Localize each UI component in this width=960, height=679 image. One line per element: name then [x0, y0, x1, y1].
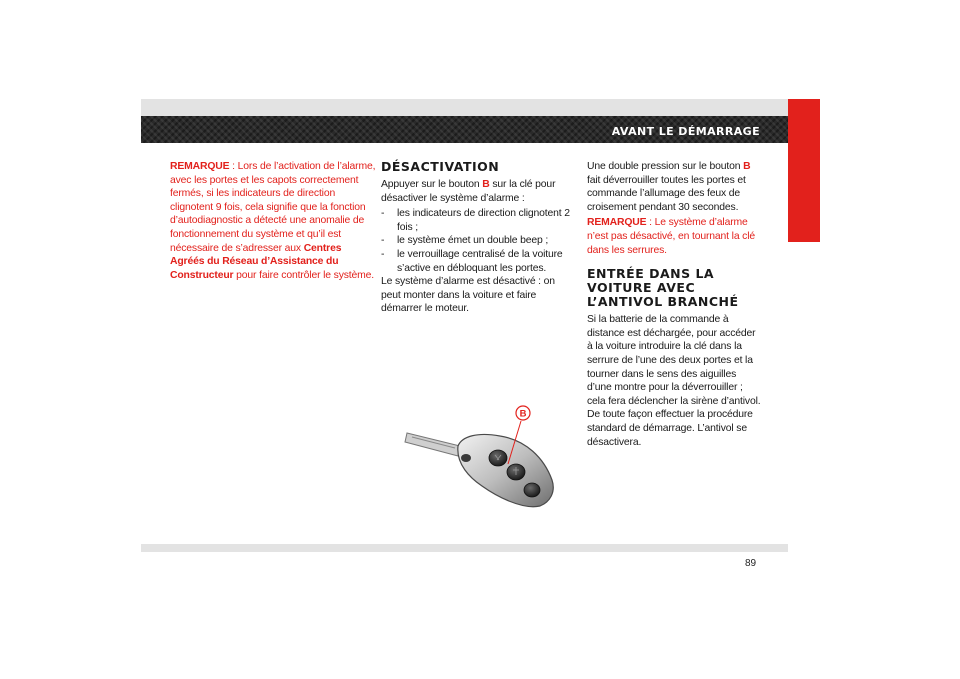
entree-paragraph: Si la batterie de la commande à distance est déchargée, pour accéder à la voiture introduire la clé dans la serrure de l’une des deux portes et la tourner dans le sens des aiguilles d’une montre pour la déverrouiller ; cela fera déclencher la sirène d’antivol. De toute façon effectuer la procédure standard de démarrage. L’antivol se désactivera. [587, 314, 761, 448]
footer-gray-band [141, 544, 788, 552]
chapter-number: 4 [799, 247, 809, 263]
column-entree [587, 160, 762, 451]
key-body [458, 434, 553, 506]
entree-heading: ENTRÉE DANS LA VOITURE AVEC L’ANTIVOL BRANCHÉ [587, 266, 739, 310]
key-blade [405, 433, 460, 456]
remarque-paragraph [587, 216, 762, 257]
column-desactivation [381, 160, 571, 318]
key-button-bottom [524, 483, 540, 497]
intro-end-text: sur la clé pour désactiver le système d’alarme : [381, 179, 556, 204]
list-item [381, 207, 571, 234]
key-fob-svg [400, 400, 560, 512]
intro-text: Appuyer sur le bouton [381, 179, 483, 190]
list-dash: - [381, 208, 385, 220]
list-dash: - [381, 248, 385, 260]
chapter-tab [788, 99, 820, 263]
double-press-paragraph [587, 160, 762, 214]
list-item-text: le système émet un double beep ; [397, 235, 549, 247]
remarque-label: REMARQUE [170, 161, 230, 172]
button-b-ref: B [743, 161, 751, 172]
column-remarque [170, 160, 376, 284]
section-title: AVANT LE DÉMARRAGE [611, 125, 760, 138]
p1-start: Une double pression sur le bouton [587, 161, 744, 172]
desactivation-closing: Le système d’alarme est désactivé : on peut monter dans la voiture et faire démarrer le moteur. [381, 276, 555, 315]
list-item-text: le verrouillage centralisé de la voiture s’active en débloquant les portes. [397, 248, 563, 274]
remarque-text: : Le système d’alarme n’est pas désactivé, en tournant la clé dans les serrures. [587, 217, 756, 256]
key-fob-illustration [400, 400, 560, 512]
list-item [381, 248, 571, 275]
remarque-bold-text: Centres Agréés du Réseau d’Assistance du Constructeur [170, 242, 342, 281]
top-gray-band [141, 99, 788, 116]
page-number: 89 [745, 558, 757, 569]
remarque-paragraph [170, 160, 376, 282]
desactivation-intro [381, 178, 571, 205]
remarque-text: : Lors de l’activation de l’alarme, avec les portes et les capots correctement fermés, si les indicateurs de direction clignotent 9 fois, cela signifie que la fonction d’autodiagnostic a détecté une anomalie de fonctionnement du système et qu’il est nécessaire de s’adresser aux [170, 161, 376, 254]
list-item-text: les indicateurs de direction clignotent 2 fois ; [397, 208, 570, 233]
section-header-bar [141, 116, 788, 143]
key-button-top [489, 450, 507, 466]
remarque-end-text: pour faire contrôler le système. [233, 269, 375, 281]
p1-end: fait déverrouiller toutes les portes et commande l’allumage des feux de croisement pendant 30 secondes. [587, 174, 746, 213]
desactivation-heading: DÉSACTIVATION [381, 159, 500, 174]
button-b-ref: B [482, 179, 490, 190]
list-item [381, 234, 571, 248]
remarque-label: REMARQUE [587, 217, 647, 229]
key-ring-hole [461, 454, 471, 462]
list-dash: - [381, 235, 385, 247]
desactivation-list [381, 207, 571, 275]
callout-label: B [519, 408, 527, 420]
